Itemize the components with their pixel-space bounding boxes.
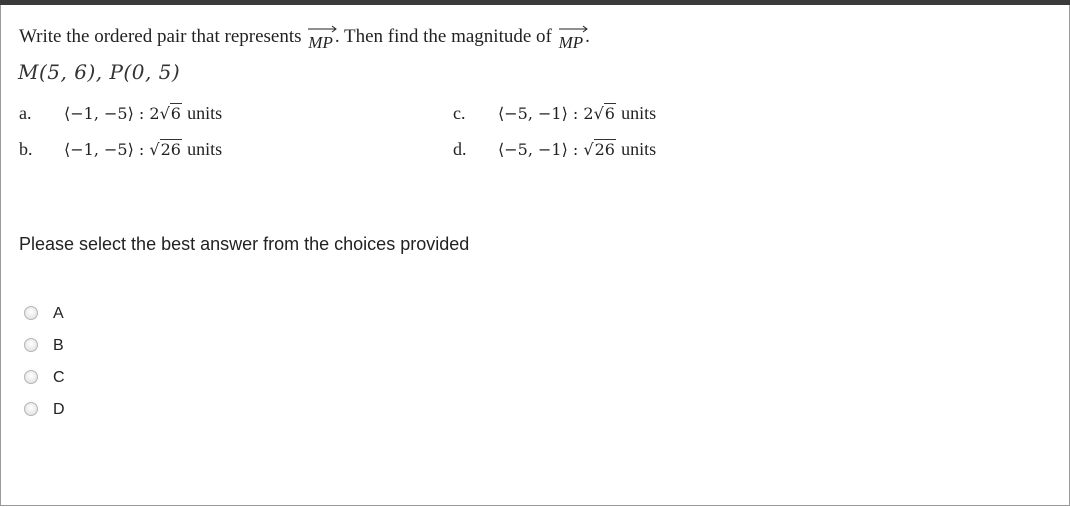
vector-label: MP [308, 33, 333, 52]
option-label[interactable]: A [53, 305, 64, 322]
instruction-text: Please select the best answer from the choices provided [19, 234, 470, 254]
choice-units: units [187, 103, 223, 123]
choice-radicand: 6 [604, 104, 615, 123]
choice-letter: a. [19, 103, 32, 123]
sqrt-icon: √ [583, 140, 594, 159]
option-label[interactable]: D [53, 401, 65, 418]
question-prefix: Write the ordered pair that represents [19, 26, 302, 47]
question-middle: . Then find the magnitude of [334, 26, 552, 47]
question-text [19, 26, 590, 52]
choice-pair: ⟨−1, −5⟩ : [64, 104, 145, 123]
sqrt-icon: √ [149, 140, 160, 159]
vector-mp-1 [308, 26, 333, 52]
choice-pair: ⟨−5, −1⟩ : [498, 140, 579, 159]
radio-button-d[interactable] [24, 402, 38, 416]
choice-letter: d. [453, 139, 467, 159]
sqrt-icon: √ [593, 104, 604, 123]
choice-coefficient: 2 [583, 104, 594, 123]
vector-mp-2 [558, 26, 584, 52]
choice-expression [498, 139, 656, 160]
choice-units: units [187, 139, 223, 159]
choice-radicand: 6 [170, 104, 181, 123]
choice-units: units [621, 139, 657, 159]
option-label[interactable]: B [53, 337, 64, 354]
choice-letter: b. [19, 139, 33, 159]
vector-label: MP [558, 33, 584, 52]
radio-button-b[interactable] [24, 338, 38, 352]
radio-button-c[interactable] [24, 370, 38, 384]
choice-coefficient: 2 [149, 104, 160, 123]
question-suffix: . [585, 26, 590, 47]
radio-button-a[interactable] [24, 306, 38, 320]
choice-units: units [621, 103, 657, 123]
choice-radicand: 26 [594, 140, 615, 159]
option-label[interactable]: C [53, 369, 65, 386]
choice-expression [64, 103, 222, 124]
choice-letter: c. [453, 103, 466, 123]
choice-pair: ⟨−5, −1⟩ : [498, 104, 579, 123]
given-points: M(5, 6), P(0, 5) [18, 60, 181, 84]
choice-radicand: 26 [160, 140, 181, 159]
sqrt-icon: √ [159, 104, 170, 123]
choice-pair: ⟨−1, −5⟩ : [64, 140, 145, 159]
choice-expression [498, 103, 656, 124]
choice-expression [64, 139, 222, 160]
